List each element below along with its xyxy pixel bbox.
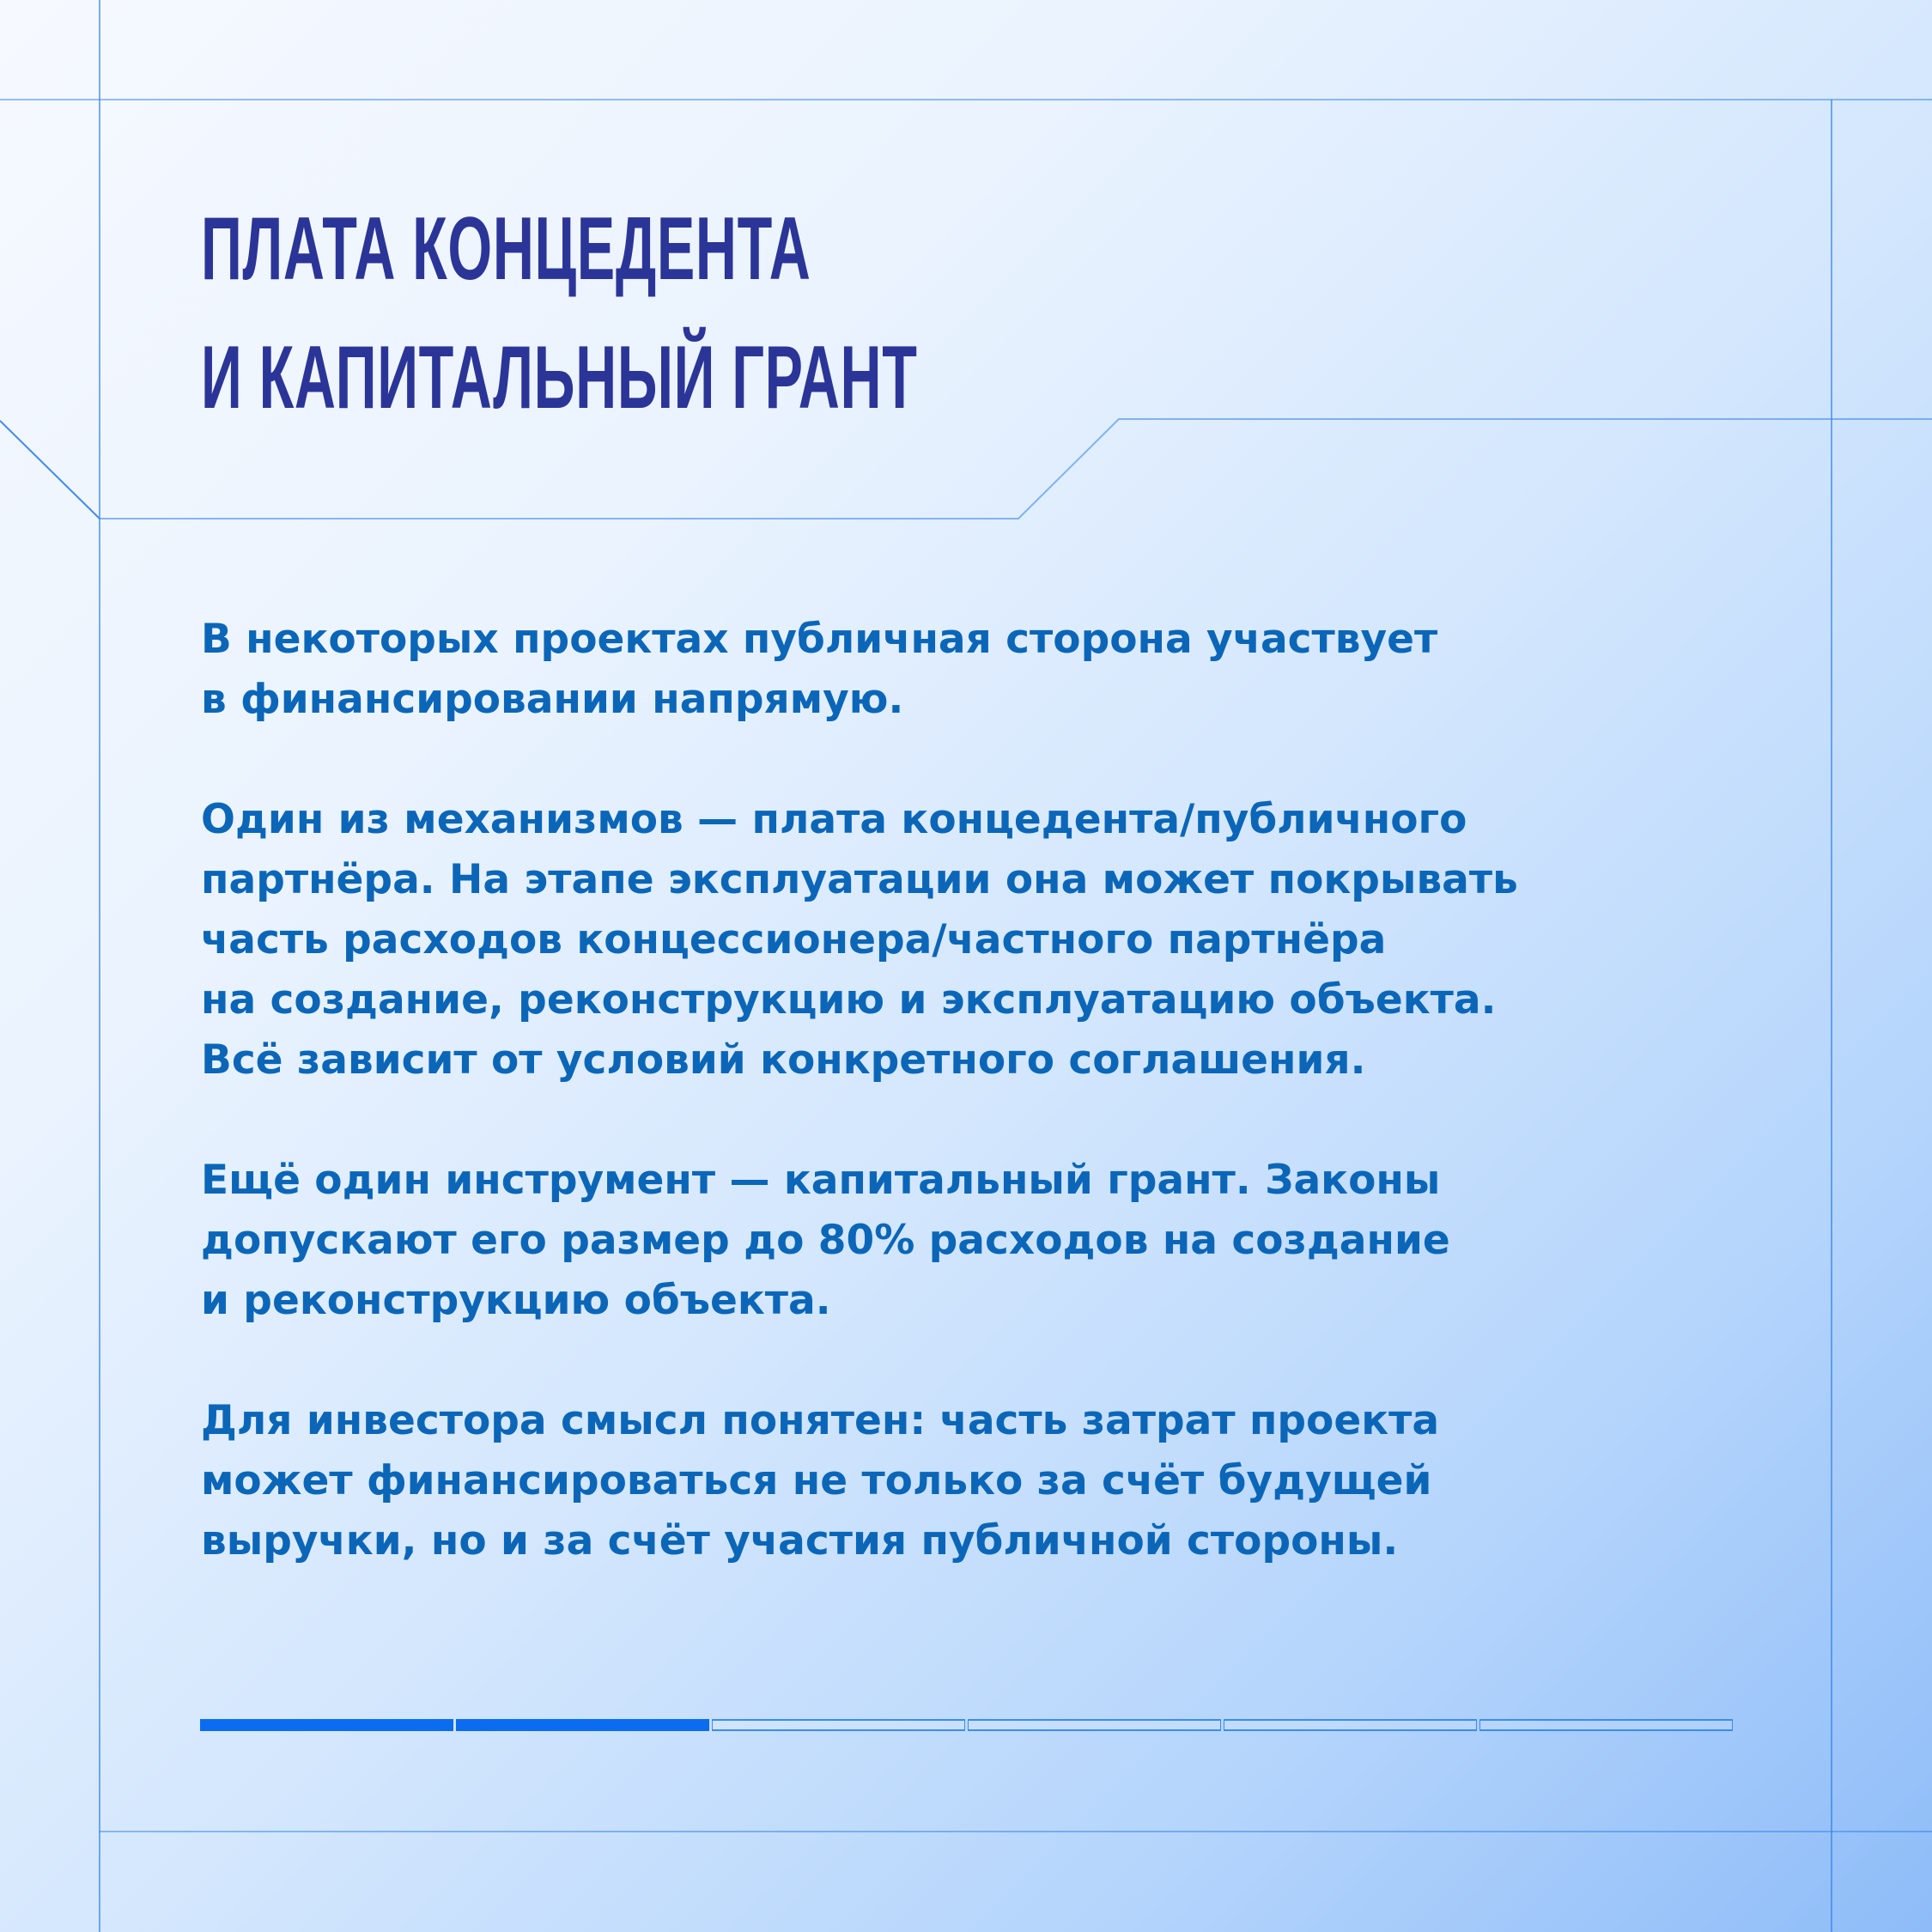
title-line-1: ПЛАТА КОНЦЕДЕНТА (201, 199, 811, 299)
progress-segment (456, 1719, 709, 1731)
title-line-2: И КАПИТАЛЬНЫЙ ГРАНТ (201, 328, 918, 428)
paragraph-2: Один из механизмов — плата концедента/публичного партнёра. На этапе эксплуатации она может покрывать часть расходов концессионера/частного партнёра на создание, реконструкцию и эксплуатацию объекта. Всё зависит от условий конкретного соглашения. (201, 796, 1518, 1084)
slide-progress-indicator (200, 1719, 1733, 1731)
paragraph-3: Ещё один инструмент — капитальный грант. Законы допускают его размер до 80% расходов на создание и реконструкцию объекта. (201, 1157, 1450, 1324)
progress-segment (968, 1719, 1221, 1731)
paragraph-4: Для инвестора смысл понятен: часть затрат проекта может финансироваться не только за счёт будущей выручки, но и за счёт участия публичной стороны. (201, 1397, 1440, 1564)
paragraph-1: В некоторых проектах публичная сторона участвует в финансировании напрямую. (201, 616, 1438, 723)
progress-segment (200, 1719, 453, 1731)
body-text (201, 610, 1712, 1631)
page-title (201, 185, 918, 442)
progress-segment (712, 1719, 965, 1731)
progress-segment (1224, 1719, 1477, 1731)
progress-segment (1479, 1719, 1733, 1731)
